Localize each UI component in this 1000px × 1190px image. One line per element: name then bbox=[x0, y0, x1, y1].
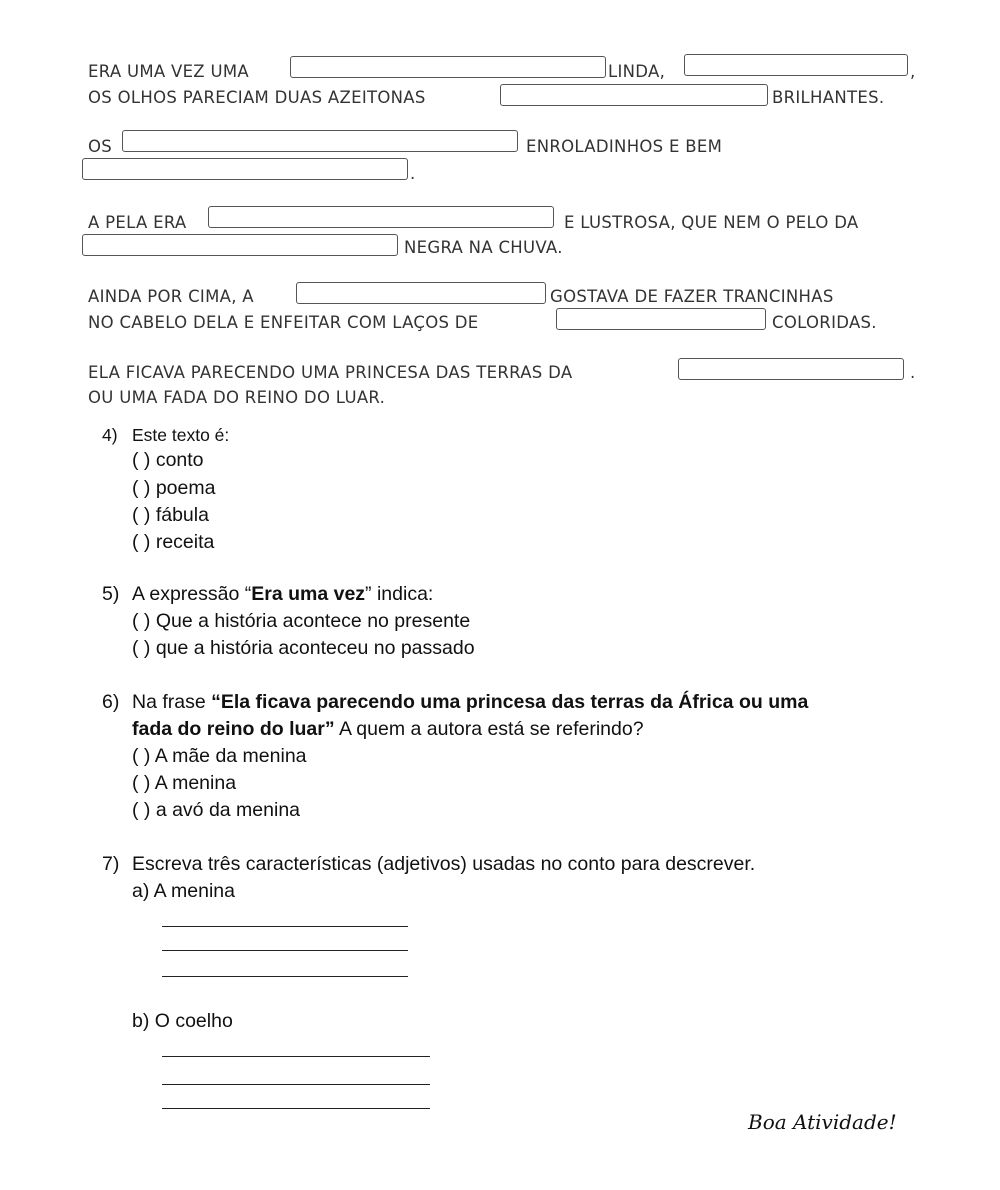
story-text: NEGRA NA CHUVA. bbox=[404, 238, 563, 257]
blank-input[interactable] bbox=[82, 158, 408, 180]
question-emphasis: Era uma vez bbox=[251, 583, 366, 605]
story-text: BRILHANTES. bbox=[772, 88, 885, 107]
question-number: 7) bbox=[102, 853, 120, 875]
blank-input[interactable] bbox=[82, 234, 398, 256]
subquestion-b: b) O coelho bbox=[132, 1010, 233, 1032]
option-mae[interactable]: ( ) A mãe da menina bbox=[132, 745, 307, 767]
option-conto[interactable]: ( ) conto bbox=[132, 449, 204, 471]
story-text: . bbox=[910, 363, 916, 382]
option-receita[interactable]: ( ) receita bbox=[132, 531, 215, 553]
story-fill-in-text bbox=[82, 50, 922, 410]
story-text: E LUSTROSA, QUE NEM O PELO DA bbox=[564, 213, 859, 232]
question-6-line-2 bbox=[132, 716, 644, 743]
question-text: ” indica: bbox=[365, 583, 434, 605]
question-6 bbox=[102, 689, 808, 716]
subquestion-a: a) A menina bbox=[132, 880, 235, 902]
question-5 bbox=[102, 581, 433, 608]
option-fabula[interactable]: ( ) fábula bbox=[132, 504, 209, 526]
question-text: A quem a autora está se referindo? bbox=[334, 718, 644, 740]
blank-input[interactable] bbox=[208, 206, 554, 228]
blank-input[interactable] bbox=[556, 308, 766, 330]
answer-line[interactable] bbox=[162, 976, 408, 977]
blank-input[interactable] bbox=[684, 54, 908, 76]
question-number: 5) bbox=[102, 583, 120, 605]
answer-line[interactable] bbox=[162, 1084, 430, 1085]
question-number: 6) bbox=[102, 691, 120, 713]
question-4 bbox=[102, 422, 229, 449]
story-text: OU UMA FADA DO REINO DO LUAR. bbox=[88, 388, 386, 407]
story-text: , bbox=[910, 62, 916, 81]
option-poema[interactable]: ( ) poema bbox=[132, 477, 216, 499]
question-text: A expressão “ bbox=[132, 583, 252, 605]
story-text: NO CABELO DELA E ENFEITAR COM LAÇOS DE bbox=[88, 313, 479, 332]
story-text: AINDA POR CIMA, A bbox=[88, 287, 254, 306]
signature-text: Boa Atividade! bbox=[748, 1110, 897, 1134]
answer-line[interactable] bbox=[162, 926, 408, 927]
story-text: OS bbox=[88, 137, 113, 156]
story-text: . bbox=[410, 164, 416, 183]
option-passado[interactable]: ( ) que a história aconteceu no passado bbox=[132, 637, 475, 659]
question-text: Este texto é: bbox=[132, 425, 230, 445]
question-7 bbox=[102, 851, 755, 878]
blank-input[interactable] bbox=[296, 282, 546, 304]
question-text: Escreva três características (adjetivos) usadas no conto para descrever. bbox=[132, 853, 756, 875]
story-text: OS OLHOS PARECIAM DUAS AZEITONAS bbox=[88, 88, 426, 107]
story-text: ERA UMA VEZ UMA bbox=[88, 62, 249, 81]
blank-input[interactable] bbox=[122, 130, 518, 152]
blank-input[interactable] bbox=[290, 56, 606, 78]
story-text: COLORIDAS. bbox=[772, 313, 877, 332]
option-avo[interactable]: ( ) a avó da menina bbox=[132, 799, 301, 821]
question-number: 4) bbox=[102, 425, 118, 445]
story-text: ELA FICAVA PARECENDO UMA PRINCESA DAS TERRAS DA bbox=[88, 363, 573, 382]
question-text: Na frase bbox=[132, 691, 212, 713]
answer-line[interactable] bbox=[162, 950, 408, 951]
answer-line[interactable] bbox=[162, 1056, 430, 1057]
option-menina[interactable]: ( ) A menina bbox=[132, 772, 237, 794]
story-text: LINDA, bbox=[608, 62, 666, 81]
question-quote: “Ela ficava parecendo uma princesa das terras da África ou uma bbox=[211, 691, 809, 713]
story-text: A PELA ERA bbox=[88, 213, 187, 232]
story-text: ENROLADINHOS E BEM bbox=[526, 137, 723, 156]
option-presente[interactable]: ( ) Que a história acontece no presente bbox=[132, 610, 471, 632]
question-quote: fada do reino do luar” bbox=[132, 718, 335, 740]
story-text: GOSTAVA DE FAZER TRANCINHAS bbox=[550, 287, 834, 306]
blank-input[interactable] bbox=[678, 358, 904, 380]
answer-line[interactable] bbox=[162, 1108, 430, 1109]
blank-input[interactable] bbox=[500, 84, 768, 106]
